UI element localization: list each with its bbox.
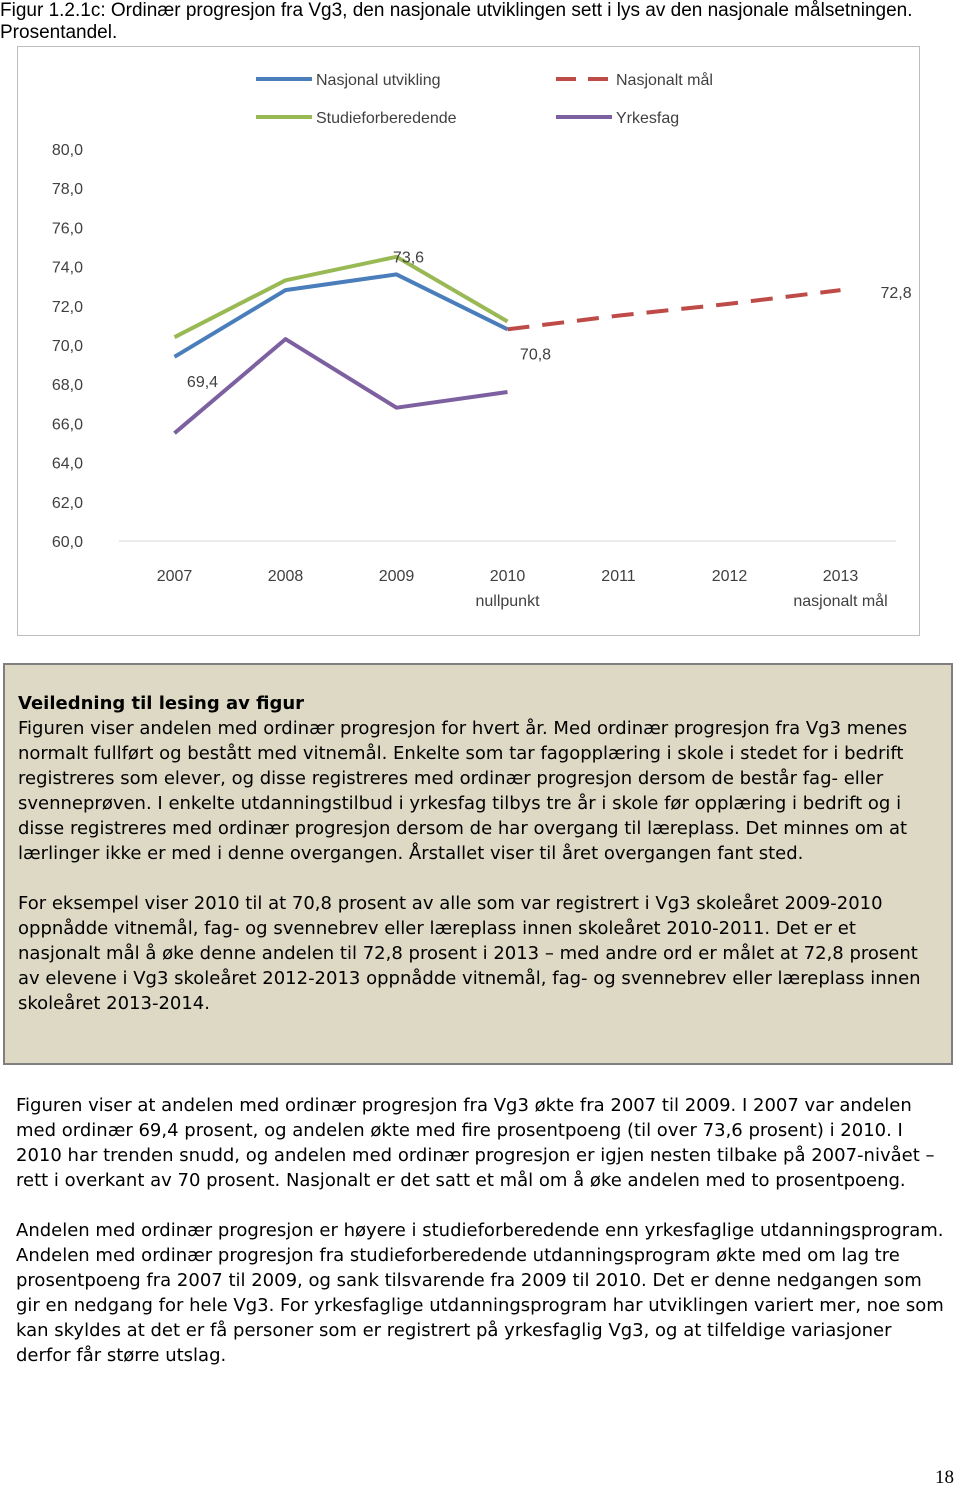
series-line-nasjonalt-m-l (508, 290, 841, 329)
y-tick-label: 74,0 (51, 259, 83, 277)
series-line-yrkesfag (175, 339, 508, 433)
line-chart (17, 46, 920, 636)
x-tick-label: 2013 (822, 568, 859, 585)
body-text (16, 1093, 951, 1368)
x-tick-sublabel: nullpunkt (475, 593, 540, 610)
data-label: 73,6 (392, 249, 425, 267)
x-tick-sublabel: nasjonalt mål (793, 593, 888, 610)
y-tick-label: 78,0 (51, 181, 83, 199)
y-tick-label: 76,0 (51, 220, 83, 238)
x-tick-label: 2009 (378, 568, 415, 585)
legend-label: Studieforberedende (316, 110, 457, 127)
legend-label: Yrkesfag (616, 110, 680, 127)
reading-guide-title: Veiledning til lesing av figur (18, 693, 305, 714)
reading-guide-box (3, 663, 953, 1065)
legend-label: Nasjonal utvikling (316, 72, 441, 89)
reading-guide-paragraph: Figuren viser andelen med ordinær progresjon for hvert år. Med ordinær progresjon fra Vg3 menes normalt fullført og bestått med vitnemål. Enkelte som tar fagopplæring i skole i stedet for i bedrift registreres som elever, og disse registreres med ordinær progresjon dersom de består fag- eller svenneprøven. I enkelte utdanningstilbud i yrkesfag tilbys tre år i skole før opplæring i bedrift og i disse registreres med ordinær progresjon dersom de har overgang til læreplass. Det minnes om at lærlinger ikke er med i denne overgangen. Årstallet viser til året overgangen fant sted. (18, 718, 908, 864)
y-tick-label: 62,0 (51, 494, 83, 512)
body-paragraph: Figuren viser at andelen med ordinær progresjon fra Vg3 økte fra 2007 til 2009. I 2007 var andelen med ordinær 69,4 prosent, og andelen økte med fire prosentpoeng (til over 73,6 prosent) i 2010. I 2010 har trenden snudd, og andelen med ordinær progresjon er igjen nesten tilbake på 2007-nivået – rett i overkant av 70 prosent. Nasjonalt er det satt et mål om å øke andelen med to prosentpoeng. (16, 1095, 935, 1191)
data-label: 72,8 (880, 285, 912, 303)
y-tick-label: 64,0 (51, 455, 83, 473)
x-tick-label: 2008 (267, 568, 304, 585)
figure-title: Figur 1.2.1c: Ordinær progresjon fra Vg3, den nasjonale utviklingen sett i lys av den nasjonale målsetningen. Prosentandel. (0, 0, 913, 43)
data-label: 69,4 (186, 373, 219, 391)
x-tick-label: 2007 (156, 568, 193, 585)
y-tick-label: 68,0 (51, 377, 83, 395)
legend-label: Nasjonalt mål (616, 72, 713, 89)
body-paragraph: Andelen med ordinær progresjon er høyere i studieforberedende enn yrkesfaglige utdanningsprogram. Andelen med ordinær progresjon fra studieforberedende utdanningsprogram økte med om lag tre prosentpoeng fra 2007 til 2009, og sank tilsvarende fra 2009 til 2010. Det er denne nedgangen som gir en nedgang for hele Vg3. For yrkesfaglige utdanningsprogram har utviklingen variert mer, noe som kan skyldes at det er få personer som er registrert på yrkesfaglig Vg3, og at tilfeldige variasjoner derfor får større utslag. (16, 1220, 944, 1366)
x-tick-label: 2011 (601, 568, 636, 585)
page-number: 18 (935, 1467, 954, 1488)
series-line-nasjonal-utvikling (175, 274, 508, 356)
y-tick-label: 72,0 (51, 298, 83, 316)
x-tick-label: 2010 (489, 568, 526, 585)
data-label: 70,8 (519, 346, 552, 364)
y-tick-label: 60,0 (51, 534, 83, 551)
x-tick-label: 2012 (711, 568, 748, 585)
reading-guide-example-paragraph: For eksempel viser 2010 til at 70,8 prosent av alle som var registrert i Vg3 skoleåret 2009-2010 oppnådde vitnemål, fag- og svennebrev eller læreplass innen skoleåret 2010-2011. Det er et nasjonalt mål å øke denne andelen til 72,8 prosent i 2013 – med andre ord er målet at 72,8 prosent av elevene i Vg3 skoleåret 2012-2013 oppnådde vitnemål, fag- og svennebrev eller læreplass innen skoleåret 2013-2014. (18, 893, 921, 1014)
y-tick-label: 66,0 (51, 416, 83, 434)
y-tick-label: 80,0 (51, 142, 83, 159)
y-tick-label: 70,0 (51, 338, 83, 355)
chart-svg (18, 47, 919, 635)
